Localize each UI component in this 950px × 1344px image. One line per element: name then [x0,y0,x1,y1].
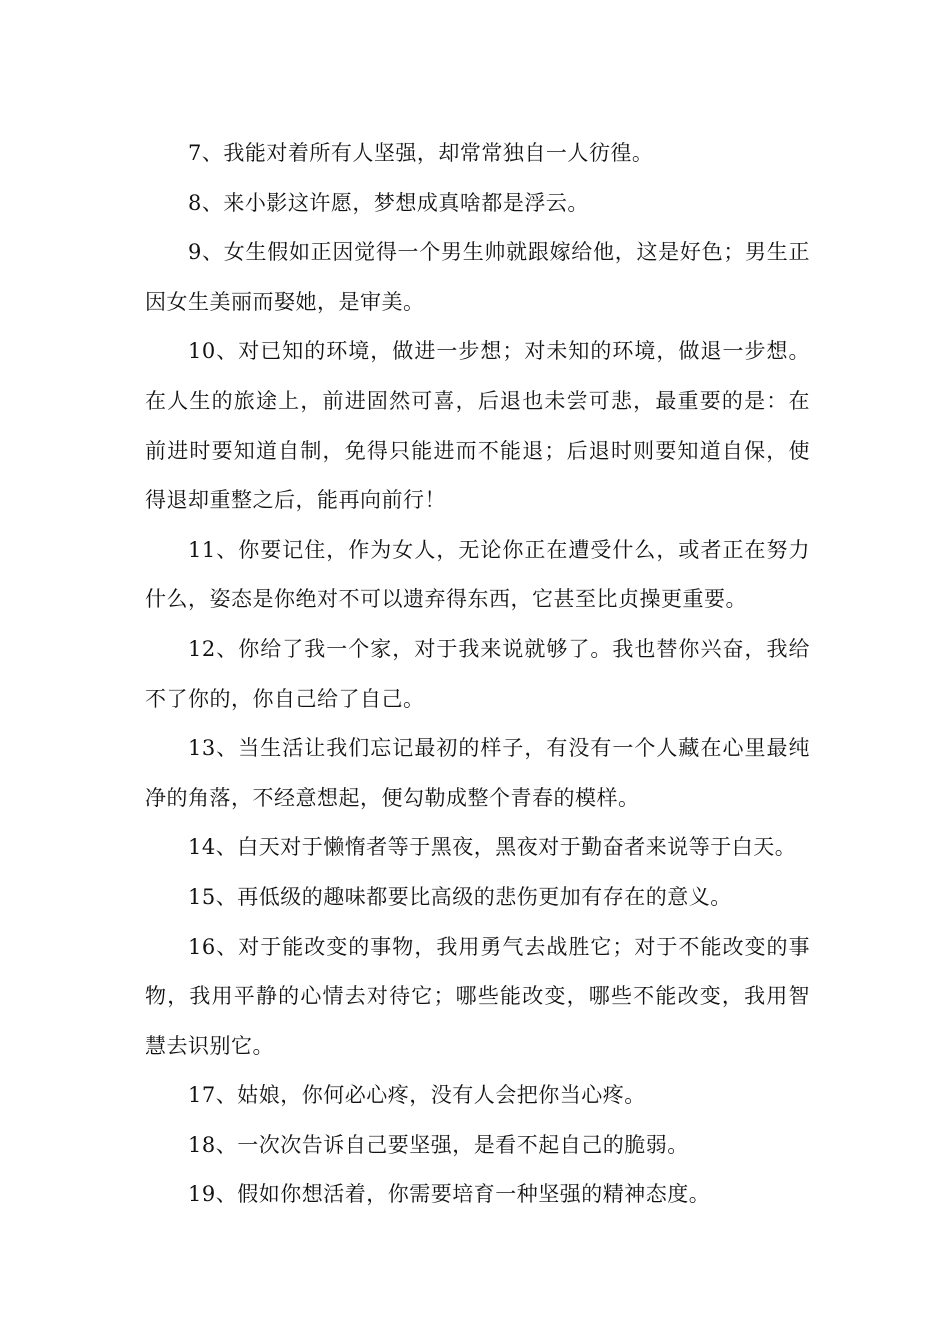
paragraph-13: 13、当生活让我们忘记最初的样子，有没有一个人藏在心里最纯净的角落，不经意想起，便勾勒成整个青春的模样。 [145,736,810,810]
paragraph-10: 10、对已知的环境，做进一步想；对未知的环境，做退一步想。在人生的旅途上，前进固然可喜，后退也未尝可悲，最重要的是：在前进时要知道自制，免得只能进而不能退；后退时则要知道自保，使得退却重整之后，能再向前行！ [145,339,810,513]
paragraph-11: 11、你要记住，作为女人，无论你正在遭受什么，或者正在努力什么，姿态是你绝对不可以遗弃得东西，它甚至比贞操更重要。 [145,537,810,612]
paragraph-16: 16、对于能改变的事物，我用勇气去战胜它；对于不能改变的事物，我用平静的心情去对待它；哪些能改变，哪些不能改变，我用智慧去识别它。 [145,934,810,1058]
paragraph-14: 14、白天对于懒惰者等于黑夜，黑夜对于勤奋者来说等于白天。 [188,835,797,860]
document-body [145,129,810,1220]
paragraph-8: 8、来小影这许愿，梦想成真啥都是浮云。 [188,190,589,215]
paragraph-18: 18、一次次告诉自己要坚强，是看不起自己的脆弱。 [188,1132,689,1157]
paragraph-7: 7、我能对着所有人坚强，却常常独自一人彷徨。 [188,141,654,165]
paragraph-19: 19、假如你想活着，你需要培育一种坚强的精神态度。 [188,1182,711,1207]
paragraph-9: 9、女生假如正因觉得一个男生帅就跟嫁给他，这是好色；男生正因女生美丽而娶她，是审美。 [145,240,810,314]
paragraph-12: 12、你给了我一个家，对于我来说就够了。我也替你兴奋，我给不了你的，你自己给了自己。 [145,636,810,711]
paragraph-17: 17、姑娘，你何必心疼，没有人会把你当心疼。 [188,1083,646,1108]
paragraph-15: 15、再低级的趣味都要比高级的悲伤更加有存在的意义。 [188,884,732,909]
